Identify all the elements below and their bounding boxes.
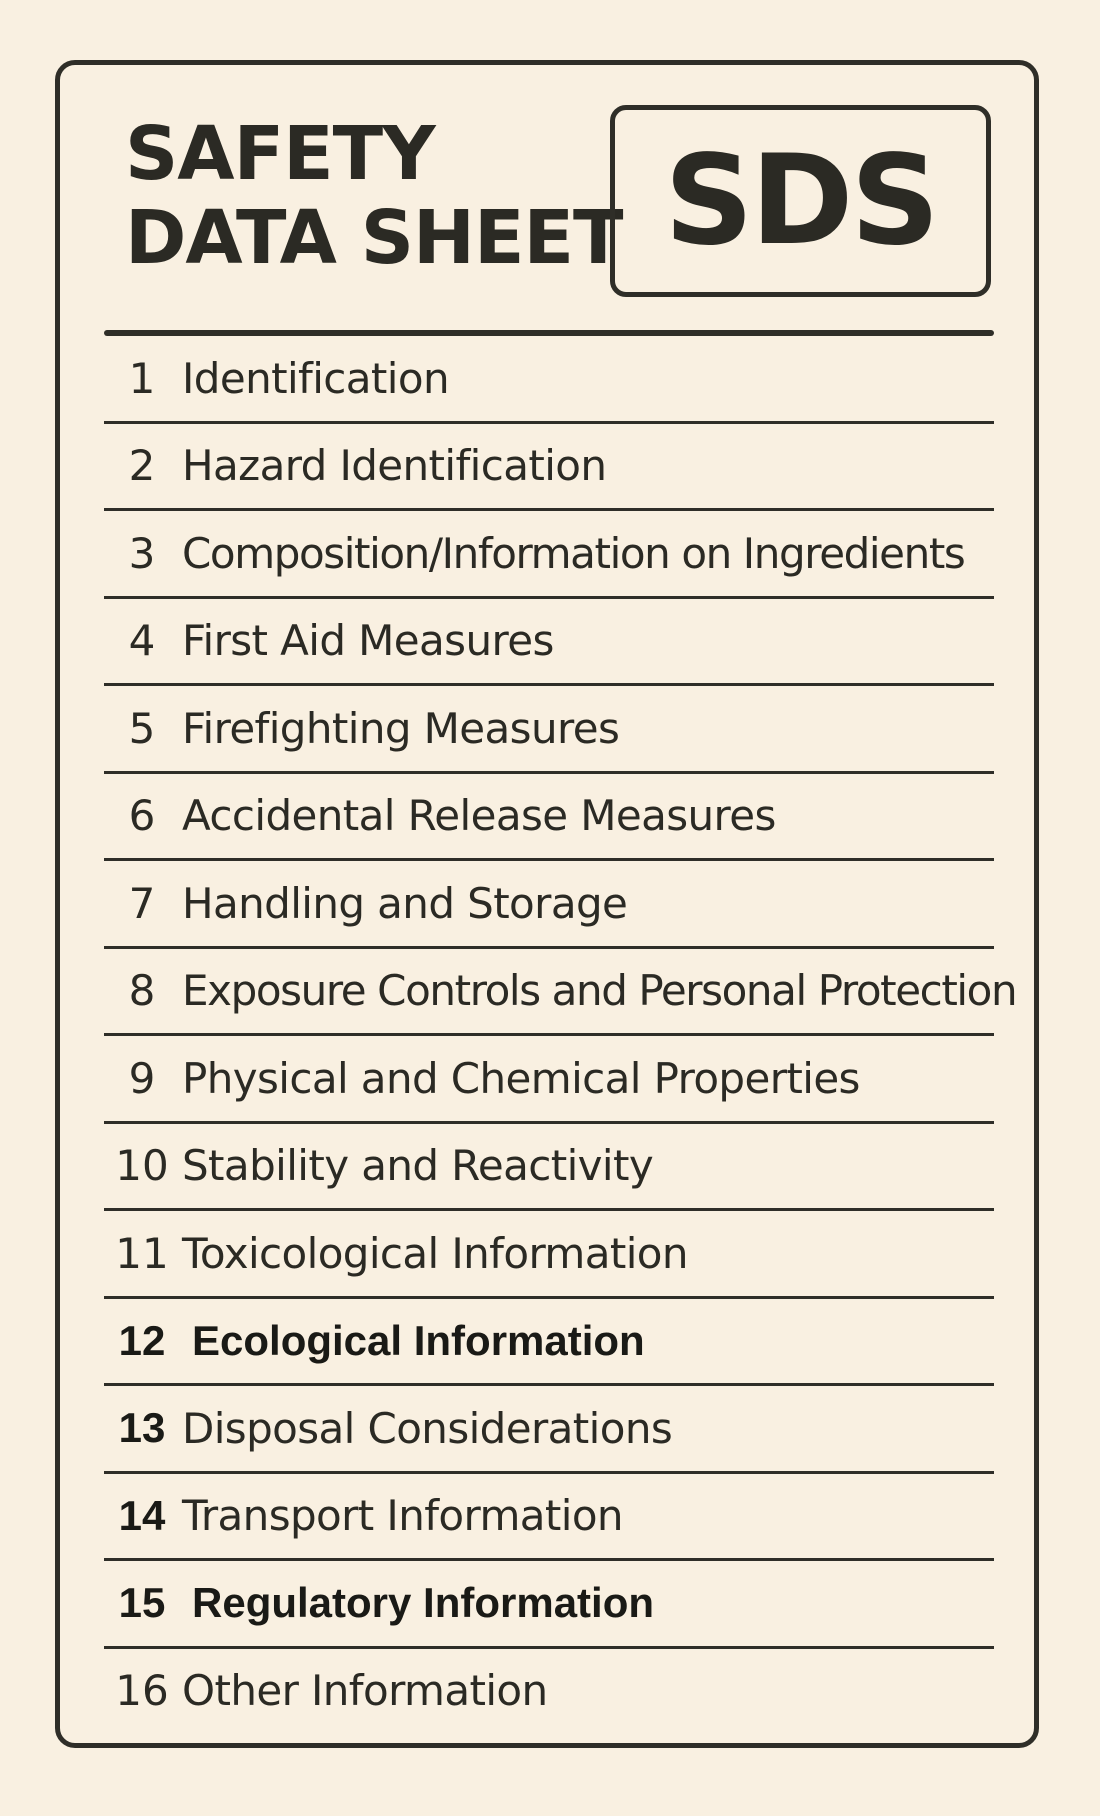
section-row-7 bbox=[104, 861, 994, 949]
title-line-2: DATA SHEET bbox=[125, 195, 623, 281]
section-row-5 bbox=[104, 686, 994, 774]
section-row-11 bbox=[104, 1211, 994, 1299]
section-label: Stability and Reactivity bbox=[182, 1141, 654, 1191]
section-row-13 bbox=[104, 1386, 994, 1474]
section-label: Exposure Controls and Personal Protection bbox=[182, 966, 1017, 1016]
section-number: 8 bbox=[128, 966, 156, 1016]
section-label: Disposal Considerations bbox=[182, 1403, 673, 1453]
section-row-10 bbox=[104, 1124, 994, 1212]
sds-badge bbox=[610, 105, 991, 297]
title-line-1: SAFETY bbox=[125, 111, 435, 197]
section-label: First Aid Measures bbox=[182, 616, 554, 666]
section-number: 6 bbox=[128, 791, 156, 841]
section-row-15 bbox=[104, 1561, 994, 1649]
section-number: 15 bbox=[118, 1579, 166, 1627]
section-number: 12 bbox=[118, 1316, 166, 1364]
section-label: Ecological Information bbox=[192, 1316, 645, 1364]
section-label: Transport Information bbox=[182, 1491, 623, 1541]
section-number: 2 bbox=[128, 441, 156, 491]
section-label: Physical and Chemical Properties bbox=[182, 1053, 860, 1103]
section-label: Handling and Storage bbox=[182, 878, 628, 928]
section-label: Identification bbox=[182, 353, 449, 403]
section-list bbox=[104, 336, 1017, 1733]
section-label: Accidental Release Measures bbox=[182, 791, 776, 841]
section-label: Firefighting Measures bbox=[182, 703, 620, 753]
section-label: Toxicological Information bbox=[182, 1228, 688, 1278]
section-label: Hazard Identification bbox=[182, 441, 607, 491]
section-label: Regulatory Information bbox=[192, 1579, 655, 1627]
section-label: Other Information bbox=[182, 1666, 548, 1716]
section-label: Composition/Information on Ingredients bbox=[182, 528, 965, 578]
section-number: 13 bbox=[118, 1404, 166, 1452]
section-number: 1 bbox=[128, 353, 156, 403]
section-number: 5 bbox=[128, 703, 156, 753]
section-row-8 bbox=[104, 949, 1017, 1037]
section-number: 7 bbox=[128, 878, 156, 928]
section-number: 3 bbox=[128, 528, 156, 578]
section-number: 4 bbox=[128, 616, 156, 666]
section-row-4 bbox=[104, 599, 994, 687]
section-row-3 bbox=[104, 511, 994, 599]
section-number: 14 bbox=[118, 1491, 166, 1539]
section-number: 10 bbox=[115, 1141, 169, 1191]
section-row-6 bbox=[104, 774, 994, 862]
document-title bbox=[125, 112, 623, 280]
section-row-1 bbox=[104, 336, 994, 424]
sds-badge-text: SDS bbox=[664, 129, 937, 273]
section-row-14 bbox=[104, 1474, 994, 1562]
section-number: 9 bbox=[128, 1053, 156, 1103]
section-row-16 bbox=[104, 1649, 994, 1734]
section-number: 11 bbox=[115, 1228, 169, 1278]
section-row-2 bbox=[104, 424, 994, 512]
section-row-9 bbox=[104, 1036, 994, 1124]
section-number: 16 bbox=[115, 1666, 169, 1716]
section-row-12 bbox=[104, 1299, 994, 1387]
